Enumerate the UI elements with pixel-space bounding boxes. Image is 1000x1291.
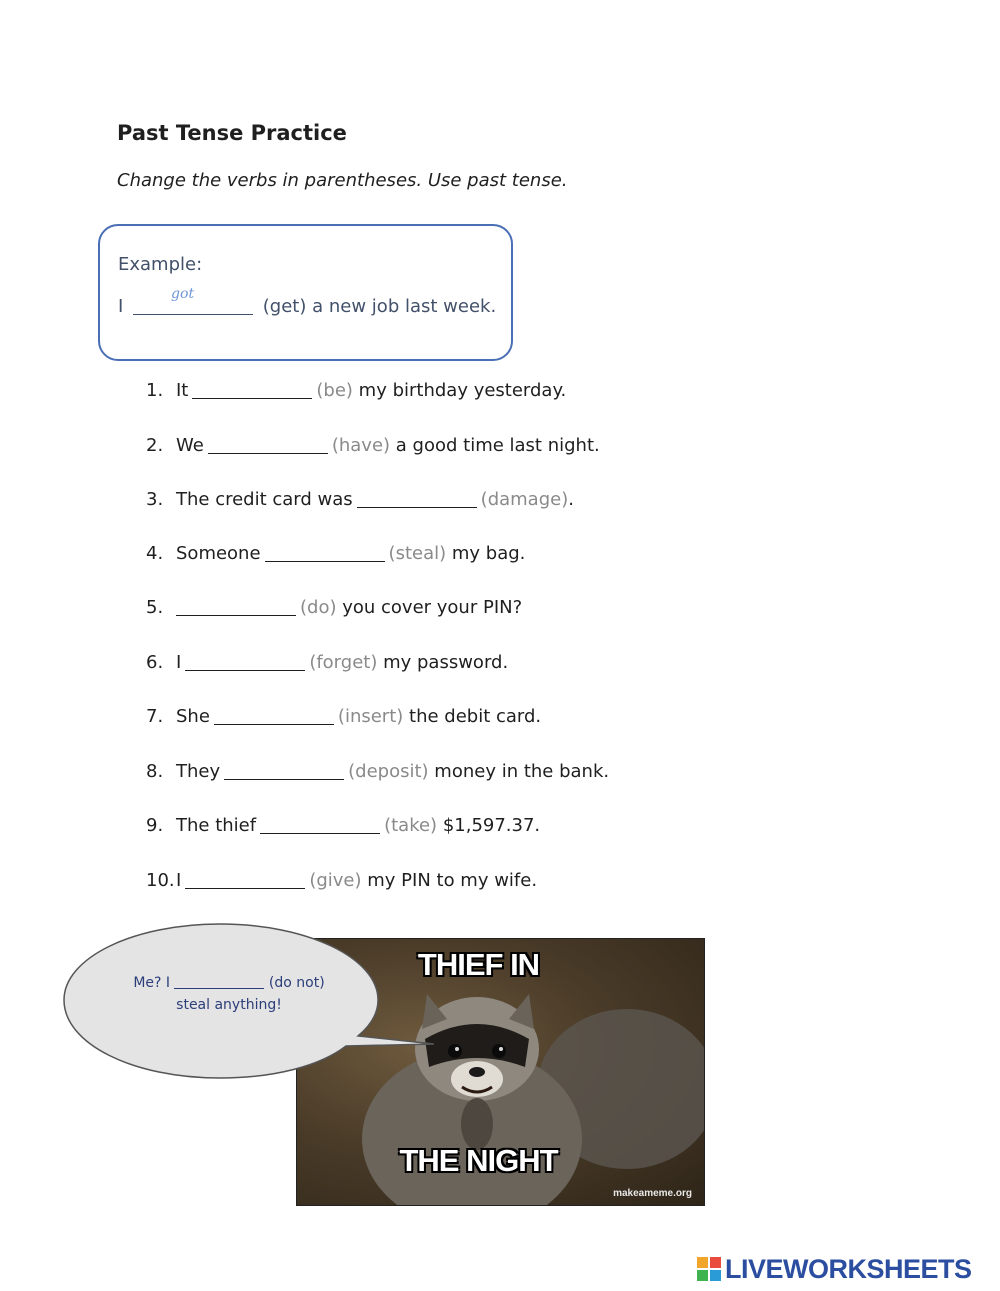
speech-bubble-text — [124, 972, 334, 1016]
question-1 — [146, 380, 566, 401]
question-5 — [146, 597, 522, 618]
logo-blocks-icon — [697, 1257, 721, 1281]
answer-blank-4[interactable] — [265, 543, 385, 562]
question-number: 7. — [146, 706, 164, 727]
answer-blank-6[interactable] — [185, 652, 305, 671]
answer-blank-8[interactable] — [224, 761, 344, 780]
question-before: She — [176, 706, 210, 727]
answer-blank-7[interactable] — [214, 706, 334, 725]
question-before: We — [176, 435, 204, 456]
question-8 — [146, 761, 609, 782]
question-before: The credit card was — [176, 489, 353, 510]
question-before: It — [176, 380, 189, 401]
question-after: my bag. — [451, 543, 526, 564]
answer-blank-10[interactable] — [185, 870, 305, 889]
question-after: money in the bank. — [434, 761, 610, 782]
question-number: 3. — [146, 489, 164, 510]
example-label: Example: — [118, 254, 203, 275]
question-after: my password. — [383, 652, 509, 673]
question-verb: (forget) — [309, 652, 378, 673]
meme-top-text: THIEF IN — [417, 947, 540, 982]
question-9 — [146, 815, 540, 836]
bubble-line1-before: Me? I — [133, 975, 171, 991]
worksheet-title: Past Tense Practice — [117, 121, 347, 145]
answer-blank-2[interactable] — [208, 435, 328, 454]
answer-blank-3[interactable] — [357, 489, 477, 508]
question-number: 6. — [146, 652, 164, 673]
question-2 — [146, 435, 600, 456]
meme-credit: makeameme.org — [613, 1188, 692, 1199]
question-number: 5. — [146, 597, 164, 618]
question-3 — [146, 489, 574, 510]
question-verb: (have) — [331, 435, 391, 456]
question-after: my birthday yesterday. — [358, 380, 567, 401]
answer-blank-1[interactable] — [192, 380, 312, 399]
question-verb: (damage) — [480, 489, 569, 510]
question-10 — [146, 870, 537, 891]
question-after: . — [568, 489, 574, 510]
example-rest: a new job last week. — [312, 296, 497, 317]
question-7 — [146, 706, 541, 727]
question-verb: (insert) — [337, 706, 404, 727]
question-4 — [146, 543, 525, 564]
example-answer-blank — [133, 286, 253, 315]
question-after: $1,597.37. — [442, 815, 541, 836]
liveworksheets-logo — [697, 1255, 972, 1283]
bubble-line1-verb: (do not) — [268, 975, 325, 991]
question-before: They — [176, 761, 221, 782]
question-verb: (steal) — [388, 543, 447, 564]
answer-blank-9[interactable] — [260, 815, 380, 834]
question-number: 2. — [146, 435, 164, 456]
brand-name: LIVEWORKSHEETS — [725, 1253, 972, 1284]
example-sentence — [118, 286, 497, 317]
question-verb: (do) — [300, 597, 337, 618]
question-before: Someone — [176, 543, 261, 564]
bubble-answer-blank[interactable] — [174, 974, 264, 989]
question-after: the debit card. — [409, 706, 542, 727]
question-after: my PIN to my wife. — [367, 870, 538, 891]
speech-bubble — [62, 922, 442, 1082]
question-after: you cover your PIN? — [342, 597, 523, 618]
question-verb: (deposit) — [348, 761, 429, 782]
example-subject: I — [118, 296, 124, 317]
question-number: 4. — [146, 543, 164, 564]
example-verb: (get) — [262, 296, 307, 317]
question-after: a good time last night. — [395, 435, 600, 456]
question-before: The thief — [176, 815, 257, 836]
worksheet-instructions: Change the verbs in parentheses. Use past tense. — [117, 170, 568, 191]
meme-bottom-text: THE NIGHT — [399, 1143, 558, 1178]
question-number: 1. — [146, 380, 164, 401]
question-number: 9. — [146, 815, 164, 836]
example-answer: got — [171, 286, 195, 302]
question-verb: (take) — [384, 815, 438, 836]
question-before: I — [176, 652, 182, 673]
answer-blank-5[interactable] — [176, 597, 296, 616]
question-number: 8. — [146, 761, 164, 782]
example-box — [98, 224, 513, 361]
question-6 — [146, 652, 508, 673]
question-before: I — [176, 870, 182, 891]
question-number: 10. — [146, 870, 175, 891]
question-verb: (be) — [316, 380, 353, 401]
question-verb: (give) — [309, 870, 362, 891]
bubble-line2: steal anything! — [176, 997, 282, 1013]
